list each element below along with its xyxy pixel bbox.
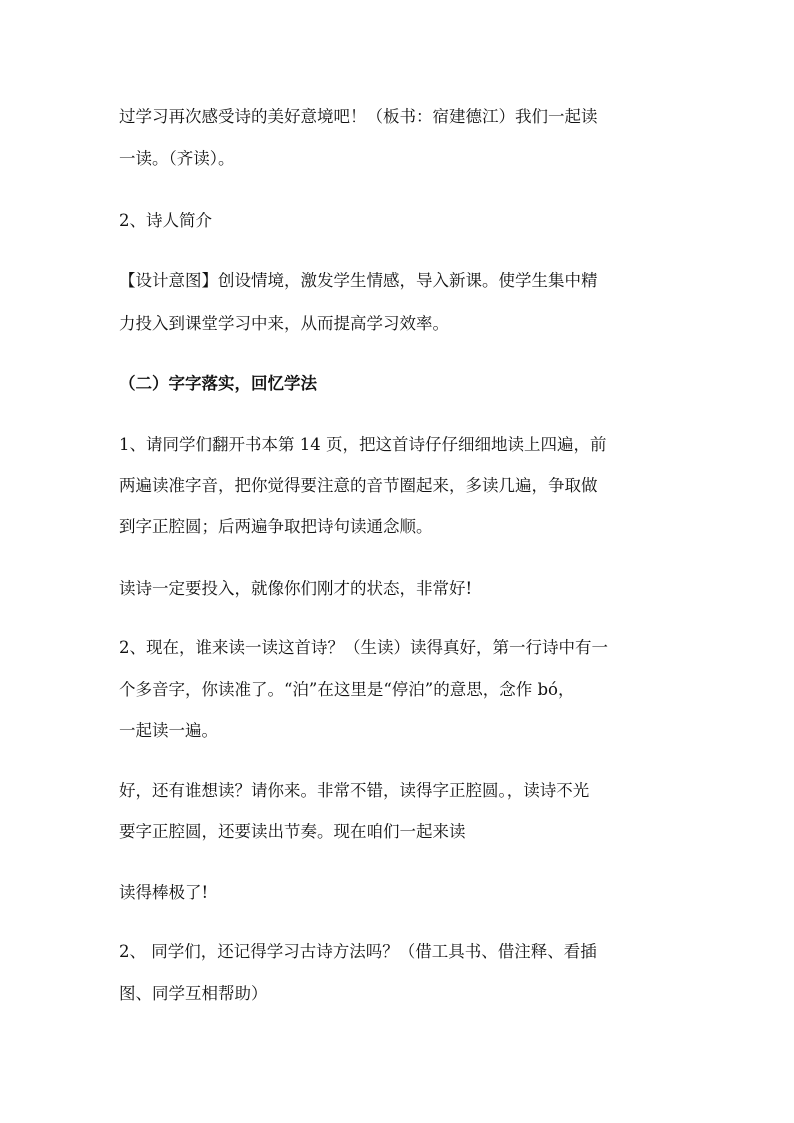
step-2-line-1: 2、现在，谁来读一读这首诗？（生读）读得真好，第一行诗中有一 — [119, 638, 608, 657]
section-title-2: （二）字字落实，回忆学法 — [119, 374, 317, 393]
step-3-line-1: 2、 同学们，还记得学习古诗方法吗？（借工具书、借注释、看插 — [119, 942, 597, 961]
reading-feedback-line-2: 要字正腔圆，还要读出节奏。现在咱们一起来读 — [119, 822, 466, 841]
praise-line-2: 读得棒极了! — [119, 883, 209, 902]
step-1-line-1: 1、请同学们翻开书本第 14 页，把这首诗仔仔细细地读上四遍，前 — [119, 435, 607, 454]
step-3-line-2: 图、同学互相帮助） — [119, 984, 268, 1003]
step-1-line-3: 到字正腔圆；后两遍争取把诗句读通念顺。 — [119, 517, 433, 536]
praise-line: 读诗一定要投入，就像你们刚才的状态，非常好! — [119, 579, 473, 598]
step-2-line-3: 一起读一遍。 — [119, 721, 218, 740]
design-intent-line-1: 【设计意图】创设情境，激发学生情感，导入新课。使学生集中精 — [119, 271, 598, 290]
step-2-line-2: 个多音字，你读准了。“泊”在这里是“停泊”的意思，念作 bó， — [119, 680, 575, 699]
step-1-line-2: 两遍读准字音，把你觉得要注意的音节圈起来，多读几遍，争取做 — [119, 476, 598, 495]
paragraph-line-2: 一读。（齐读）。 — [119, 149, 235, 168]
paragraph-line-1: 过学习再次感受诗的美好意境吧！（板书：宿建德江）我们一起读 — [119, 107, 598, 126]
section-heading-poet-intro: 2、诗人简介 — [119, 211, 212, 230]
reading-feedback-line-1: 好，还有谁想读？请你来。非常不错，读得字正腔圆。，读诗不光 — [119, 781, 590, 800]
design-intent-line-2: 力投入到课堂学习中来，从而提高学习效率。 — [119, 314, 449, 333]
